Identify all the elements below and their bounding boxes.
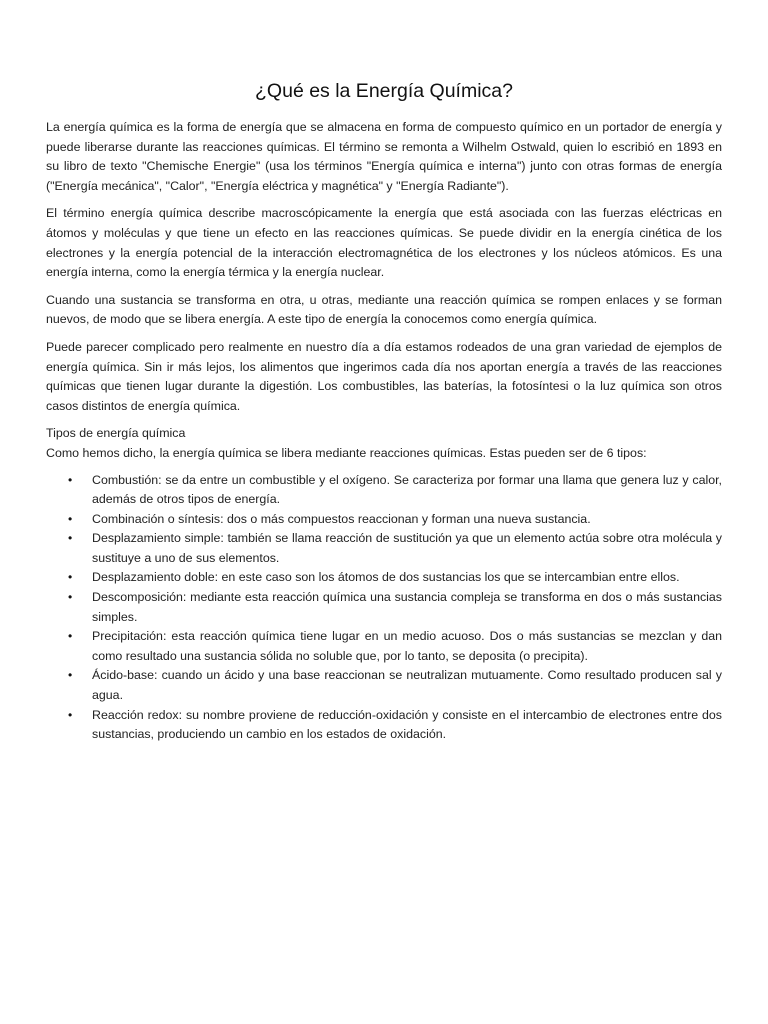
reaction-types-list — [46, 471, 722, 745]
list-item-text: Descomposición: mediante esta reacción química una sustancia compleja se transforma en dos o más sustancias simples. — [92, 590, 722, 624]
list-item-double-displacement — [46, 568, 722, 588]
bullet-icon: • — [68, 629, 73, 644]
list-item-decomposition — [46, 588, 722, 627]
types-heading: Tipos de energía química — [46, 426, 186, 441]
list-item-text: Ácido-base: cuando un ácido y una base reaccionan se neutralizan mutuamente. Como resultado producen sal y agua. — [92, 668, 722, 703]
list-item-text: Desplazamiento doble: en este caso son los átomos de dos sustancias los que se intercambian entre ellos. — [92, 570, 680, 585]
document-page — [46, 78, 722, 745]
list-item-text: Reacción redox: su nombre proviene de reducción-oxidación y consiste en el intercambio de electrones entre dos sustancias, produciendo un cambio en los estados de oxidación. — [92, 707, 722, 742]
bullet-icon: • — [68, 472, 73, 487]
bullet-icon: • — [68, 668, 73, 683]
document-title: ¿Qué es la Energía Química? — [255, 80, 513, 102]
paragraph-everyday-examples: Puede parecer complicado pero realmente en nuestro día a día estamos rodeados de una gran variedad de ejemplos de energía química. Sin ir más lejos, los alimentos que ingerimos cada día nos aportan energía a través de las reacciones químicas que tienen lugar durante la digestión. Los combustibles, las baterías, la fotosíntesi o la luz química son otros casos distintos de energía química. — [46, 339, 722, 413]
list-item-text: Combinación o síntesis: dos o más compuestos reaccionan y forman una nueva sustancia. — [92, 511, 591, 526]
paragraph-definition: La energía química es la forma de energía que se almacena en forma de compuesto químico en un portador de energía y puede liberarse durante las reacciones químicas. El término se remonta a Wilhelm Ostwald, quien lo escribió en 1893 en su libro de texto "Chemische Energie" (usa los términos "Energía química e interna") junto con otras formas de energía ("Energía mecánica", "Calor", "Energía eléctrica y magnética" y "Energía Radiante"). — [46, 120, 722, 193]
list-item-precipitation — [46, 627, 722, 666]
list-item-text: Desplazamiento simple: también se llama reacción de sustitución ya que un elemento actúa sobre otra molécula y sustituye a uno de sus elementos. — [92, 531, 722, 565]
bullet-icon: • — [68, 570, 73, 585]
list-item-simple-displacement — [46, 529, 722, 568]
paragraph-macroscopic: El término energía química describe macroscópicamente la energía que está asociada con las fuerzas eléctricas en átomos y moléculas y que tiene un efecto en las reacciones químicas. Se puede dividir en la energía cinética de los electrones y la energía potencial de la interacción electromagnética de los electrones y los núcleos atómicos. Es una energía interna, como la energía térmica y la energía nuclear. — [46, 206, 722, 280]
list-item-text: Combustión: se da entre un combustible y el oxígeno. Se caracteriza por formar una llama que genera luz y calor, además de otros tipos de energía. — [92, 472, 722, 507]
list-item-acid-base — [46, 666, 722, 705]
bullet-icon: • — [68, 590, 73, 605]
list-item-text: Precipitación: esta reacción química tiene lugar en un medio acuoso. Dos o más sustancias se mezclan y dan como resultado una sustancia sólida no soluble que, por lo tanto, se deposita (o precipita). — [92, 629, 722, 663]
list-item-redox — [46, 706, 722, 745]
bullet-icon: • — [68, 531, 73, 546]
list-item-synthesis — [46, 510, 722, 530]
bullet-icon: • — [68, 707, 73, 722]
types-intro: Como hemos dicho, la energía química se libera mediante reacciones químicas. Estas pueden ser de 6 tipos: — [46, 445, 647, 460]
list-item-combustion — [46, 471, 722, 510]
bullet-icon: • — [68, 511, 73, 526]
paragraph-transformation: Cuando una sustancia se transforma en otra, u otras, mediante una reacción química se rompen enlaces y se forman nuevos, de modo que se libera energía. A este tipo de energía la conocemos como energía química. — [46, 292, 722, 327]
